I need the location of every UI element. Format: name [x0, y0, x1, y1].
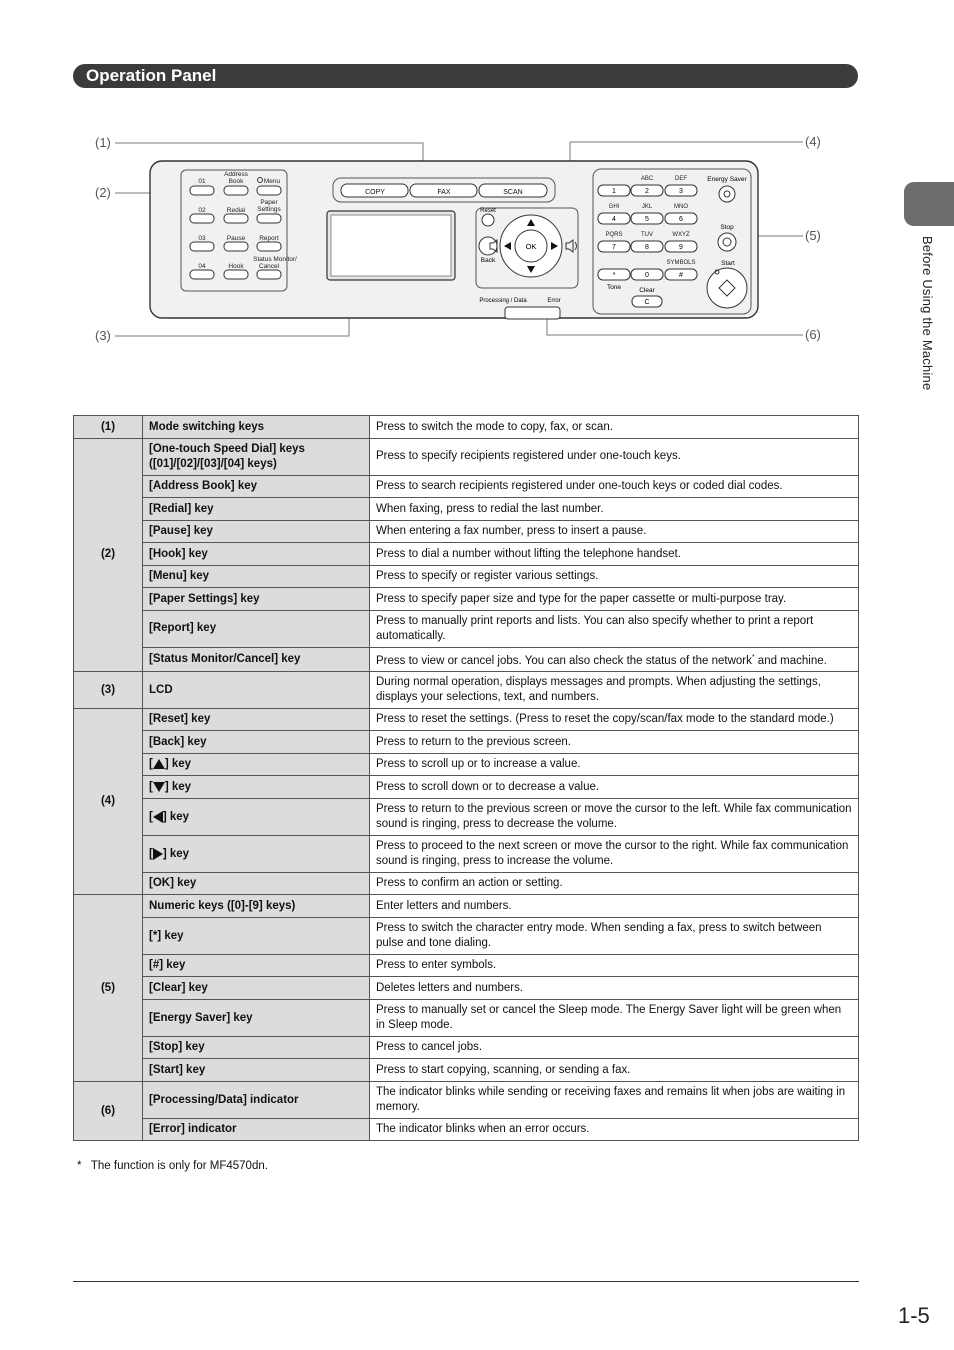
key-name-cell	[143, 565, 370, 588]
key-name-cell	[143, 954, 370, 977]
description-text: Deletes letters and numbers.	[376, 981, 524, 994]
key-name: [Error] indicator	[149, 1123, 237, 1136]
report-key[interactable]	[257, 242, 281, 251]
fax-key-label: FAX	[437, 189, 451, 196]
description-text: Press to enter symbols.	[376, 959, 497, 972]
table-row	[74, 543, 859, 566]
table-row	[74, 565, 859, 588]
key-name-cell: [ ] key	[143, 753, 370, 776]
description-cell	[370, 475, 859, 498]
chapter-title: Before Using the Machine	[920, 236, 935, 391]
hook-key[interactable]	[224, 270, 248, 279]
key-name: [Reset] key	[149, 713, 211, 726]
menu-label: Menu	[263, 178, 281, 185]
item-number: (6)	[74, 1081, 143, 1141]
key-name: [Redial] key	[149, 502, 214, 515]
description-text: Enter letters and numbers.	[376, 899, 512, 912]
paper-settings-label-2: Settings	[257, 206, 281, 213]
table-row	[74, 776, 859, 799]
key-name: [Clear] key	[149, 981, 208, 994]
key-name: [One-touch Speed Dial] keys ([01]/[02]/[03]/[04] keys)	[149, 443, 305, 470]
address-book-label-1: Address	[224, 171, 248, 178]
section-title: Operation Panel	[86, 66, 217, 85]
key-name-cell	[143, 977, 370, 1000]
description-text: Press to start copying, scanning, or sending a fax.	[376, 1063, 631, 1076]
energy-saver-label: Energy Saver	[707, 176, 747, 183]
key-name: ] key	[164, 780, 192, 793]
description-text: When faxing, press to redial the last number.	[376, 502, 604, 515]
footer-rule	[73, 1281, 859, 1282]
table-row	[74, 498, 859, 521]
keypad-key-label: 9	[679, 244, 683, 251]
key-name: [Address Book] key	[149, 480, 258, 492]
table-row	[74, 671, 859, 708]
description-cell	[370, 565, 859, 588]
back-key[interactable]	[479, 237, 497, 255]
keypad-key-label: 2	[645, 188, 649, 195]
description-cell	[370, 917, 859, 954]
table-row	[74, 588, 859, 611]
key-name: [Stop] key	[149, 1041, 205, 1054]
description-cell	[370, 647, 859, 671]
key-name-cell	[143, 1036, 370, 1059]
description-cell	[370, 872, 859, 895]
description-cell	[370, 671, 859, 708]
operation-panel-diagram	[0, 0, 954, 400]
keypad-letters-ghi: GHI	[608, 204, 620, 210]
key-name: [Report] key	[149, 622, 217, 635]
copy-key-label: COPY	[365, 189, 385, 196]
description-text: Press to specify or register various settings.	[376, 570, 599, 582]
callout-3: (3)	[95, 328, 111, 343]
key-name: [Back] key	[149, 735, 207, 748]
clear-key-label: C	[644, 299, 650, 306]
key-name-cell	[143, 917, 370, 954]
pause-label: Pause	[226, 235, 246, 242]
key-name-cell	[143, 708, 370, 731]
table-row	[74, 647, 859, 671]
one-touch-01-key[interactable]	[190, 186, 214, 195]
description-cell	[370, 1081, 859, 1118]
key-name: Numeric keys ([0]-[9] keys)	[149, 899, 296, 912]
keypad-key-label: 1	[612, 188, 616, 195]
keypad-key-label: 8	[645, 244, 649, 251]
paper-settings-label-1: Paper	[260, 199, 278, 206]
keypad-key-label: 3	[679, 188, 683, 195]
page-number: 1-5	[898, 1303, 930, 1328]
key-name-cell	[143, 520, 370, 543]
item-number: (5)	[74, 895, 143, 1082]
description-cell	[370, 708, 859, 731]
key-name-cell	[143, 999, 370, 1036]
indicator-window	[505, 307, 560, 319]
description-cell	[370, 438, 859, 475]
table-row	[74, 1118, 859, 1141]
table-row	[74, 798, 859, 835]
address-book-key[interactable]	[224, 186, 248, 195]
key-name-cell	[143, 610, 370, 647]
footnote-reference: *	[751, 653, 755, 661]
back-label: Back	[480, 257, 496, 264]
keypad-key-label: *	[612, 272, 616, 279]
up-arrow-icon	[153, 759, 165, 769]
table-row	[74, 753, 859, 776]
description-cell	[370, 498, 859, 521]
table-row	[74, 520, 859, 543]
redial-key[interactable]	[224, 214, 248, 223]
key-name: [Paper Settings] key	[149, 592, 260, 605]
key-name: [*] key	[149, 929, 184, 942]
description-cell	[370, 588, 859, 611]
description-text: Press to manually print reports and lists. You can also specify whether to print a report automatically.	[376, 615, 814, 642]
key-name: LCD	[149, 683, 173, 696]
table-row	[74, 475, 859, 498]
status-monitor-label-2: Cancel	[258, 263, 280, 270]
table-row	[74, 438, 859, 475]
key-name-cell	[143, 1118, 370, 1141]
description-text: Press to reset the settings. (Press to reset the copy/scan/fax mode to the standard mode.)	[376, 713, 834, 726]
scan-key-label: SCAN	[503, 189, 523, 196]
table-row	[74, 610, 859, 647]
description-tail: and machine.	[754, 654, 827, 667]
footnote-text: The function is only for MF4570dn.	[90, 1160, 268, 1172]
description-text: Press to return to the previous screen.	[376, 735, 571, 748]
ok-label: OK	[525, 242, 537, 251]
status-monitor-label-1: Status Monitor/	[253, 256, 297, 263]
description-text: Press to switch the mode to copy, fax, or scan.	[376, 420, 613, 433]
callout-1: (1)	[95, 135, 111, 150]
description-text: Press to confirm an action or setting.	[376, 877, 563, 890]
key-name-cell: [ ] key	[143, 835, 370, 872]
keypad-letters-abc: ABC	[640, 176, 654, 182]
hook-label: Hook	[228, 263, 244, 270]
table-row	[74, 708, 859, 731]
one-touch-02-key[interactable]	[190, 214, 214, 223]
reset-label: Reset	[480, 208, 496, 214]
description-text: Press to view or cancel jobs. You can also check the status of the network	[376, 654, 752, 667]
description-cell	[370, 520, 859, 543]
key-name-cell	[143, 895, 370, 918]
table-row	[74, 835, 859, 872]
description-cell	[370, 776, 859, 799]
key-name-cell	[143, 671, 370, 708]
processing-label: Processing / Data	[479, 298, 527, 304]
description-cell	[370, 731, 859, 754]
key-name-cell	[143, 498, 370, 521]
description-text: Press to switch the character entry mode. When sending a fax, press to switch between pulse and tone dialing.	[376, 922, 822, 949]
key-name: [Energy Saver] key	[149, 1011, 253, 1024]
table-row	[74, 977, 859, 1000]
key-name: Mode switching keys	[149, 420, 265, 433]
key-name-cell	[143, 588, 370, 611]
item-number: (1)	[74, 416, 143, 439]
clear-label: Clear	[639, 287, 655, 294]
keypad-key-label: 4	[612, 216, 616, 223]
description-cell	[370, 798, 859, 835]
keypad-letters-wxyz: WXYZ	[672, 232, 690, 238]
one-touch-02-label: 02	[198, 207, 206, 214]
paper-settings-key[interactable]	[257, 214, 281, 223]
pause-key[interactable]	[224, 242, 248, 251]
description-cell	[370, 954, 859, 977]
key-name: [#] key	[149, 959, 186, 972]
description-cell	[370, 835, 859, 872]
key-name-cell	[143, 543, 370, 566]
key-name-cell: [ ] key	[143, 798, 370, 835]
key-name-cell	[143, 475, 370, 498]
status-monitor-key[interactable]	[257, 270, 281, 279]
description-text: Press to specify paper size and type for the paper cassette or multi-purpose tray.	[376, 592, 787, 605]
report-label: Report	[259, 235, 279, 242]
error-label: Error	[547, 298, 561, 304]
key-name: ] key	[162, 810, 190, 823]
description-text: The indicator blinks while sending or receiving faxes and remains lit when jobs are waiting in memory.	[376, 1086, 846, 1113]
one-touch-04-key[interactable]	[190, 270, 214, 279]
keypad-letters-def: DEF	[675, 176, 687, 182]
keypad-key-label: 0	[645, 272, 649, 279]
footnote	[77, 1160, 268, 1172]
key-name-cell	[143, 731, 370, 754]
description-text: Press to manually set or cancel the Sleep mode. The Energy Saver light will be green when in Sleep mode.	[376, 1004, 842, 1031]
description-cell	[370, 1036, 859, 1059]
right-arrow-icon	[153, 848, 163, 860]
key-name-cell	[143, 416, 370, 439]
keypad-letters-symbols: SYMBOLS	[666, 260, 696, 266]
redial-label: Redial	[226, 207, 246, 214]
energy-saver-key[interactable]	[719, 186, 735, 202]
key-name: [Status Monitor/Cancel] key	[149, 652, 301, 665]
keypad-key-label: 6	[679, 216, 683, 223]
description-text: Press to return to the previous screen or move the cursor to the left. While fax communication sound is ringing, press to decrease the volume.	[376, 803, 852, 830]
start-label: Start	[721, 260, 735, 267]
table-row	[74, 999, 859, 1036]
key-name: [Start] key	[149, 1063, 206, 1076]
operation-panel-table	[73, 415, 859, 1141]
key-name: [Menu] key	[149, 570, 210, 582]
table-row	[74, 1036, 859, 1059]
keypad-key-label: 7	[612, 244, 616, 251]
key-name-cell	[143, 438, 370, 475]
description-cell	[370, 1118, 859, 1141]
tone-label: Tone	[606, 284, 622, 291]
table-row	[74, 895, 859, 918]
key-name: [Pause] key	[149, 525, 213, 537]
key-name: ] key	[164, 758, 192, 771]
description-cell	[370, 543, 859, 566]
description-text: Press to specify recipients registered under one-touch keys.	[376, 450, 681, 463]
stop-key[interactable]	[718, 233, 736, 251]
item-number: (3)	[74, 671, 143, 708]
callout-2: (2)	[95, 185, 111, 200]
callout-6: (6)	[805, 327, 821, 342]
description-cell	[370, 895, 859, 918]
down-arrow-icon	[153, 782, 165, 792]
key-name-cell	[143, 1081, 370, 1118]
keypad-key-label: #	[679, 272, 683, 279]
keypad-letters-pqrs: PQRS	[605, 232, 623, 238]
table-row	[74, 1081, 859, 1118]
keypad-letters-jkl: JKL	[641, 204, 653, 210]
table-row	[74, 731, 859, 754]
key-name-cell	[143, 1059, 370, 1082]
stop-label: Stop	[720, 224, 734, 231]
start-key[interactable]	[707, 268, 747, 308]
one-touch-01-label: 01	[198, 178, 206, 185]
key-name-cell	[143, 647, 370, 671]
description-text: Press to scroll down or to decrease a value.	[376, 780, 600, 793]
callout-4: (4)	[805, 134, 821, 149]
description-cell	[370, 610, 859, 647]
keypad-letters-tuv: TUV	[641, 232, 653, 238]
key-name: [Processing/Data] indicator	[149, 1093, 299, 1106]
key-name: [Hook] key	[149, 547, 208, 560]
callout-5: (5)	[805, 228, 821, 243]
key-name-cell: [ ] key	[143, 776, 370, 799]
table-row	[74, 416, 859, 439]
table-row	[74, 954, 859, 977]
keypad-key-label: 5	[645, 216, 649, 223]
key-name: ] key	[162, 847, 190, 860]
reset-key[interactable]	[482, 214, 494, 226]
description-text: During normal operation, displays messages and prompts. When adjusting the settings, displays your selections, text, and numbers.	[376, 676, 821, 703]
description-text: Press to proceed to the next screen or move the cursor to the right. While fax communication sound is ringing, press to increase the volume.	[376, 840, 849, 867]
keypad-letters-mno: MNO	[674, 204, 688, 210]
key-name: [OK] key	[149, 877, 197, 890]
description-cell	[370, 416, 859, 439]
description-text: When entering a fax number, press to insert a pause.	[376, 525, 647, 537]
item-number: (4)	[74, 708, 143, 895]
description-cell	[370, 999, 859, 1036]
description-text: Press to search recipients registered under one-touch keys or coded dial codes.	[376, 480, 783, 492]
table-row	[74, 872, 859, 895]
menu-key[interactable]	[257, 186, 281, 195]
description-cell	[370, 977, 859, 1000]
one-touch-03-label: 03	[198, 235, 206, 242]
description-text: The indicator blinks when an error occurs.	[376, 1123, 590, 1136]
address-book-label-2: Book	[228, 178, 244, 185]
footnote-mark: *	[77, 1160, 82, 1172]
table-row	[74, 1059, 859, 1082]
item-number: (2)	[74, 438, 143, 671]
description-text: Press to scroll up or to increase a value.	[376, 758, 581, 771]
description-text: Press to dial a number without lifting the telephone handset.	[376, 547, 681, 560]
description-cell	[370, 1059, 859, 1082]
description-text: Press to cancel jobs.	[376, 1041, 483, 1054]
lcd-screen	[331, 215, 451, 276]
table-row	[74, 917, 859, 954]
one-touch-04-label: 04	[198, 263, 206, 270]
one-touch-03-key[interactable]	[190, 242, 214, 251]
left-arrow-icon	[153, 811, 163, 823]
key-name-cell	[143, 872, 370, 895]
description-cell	[370, 753, 859, 776]
